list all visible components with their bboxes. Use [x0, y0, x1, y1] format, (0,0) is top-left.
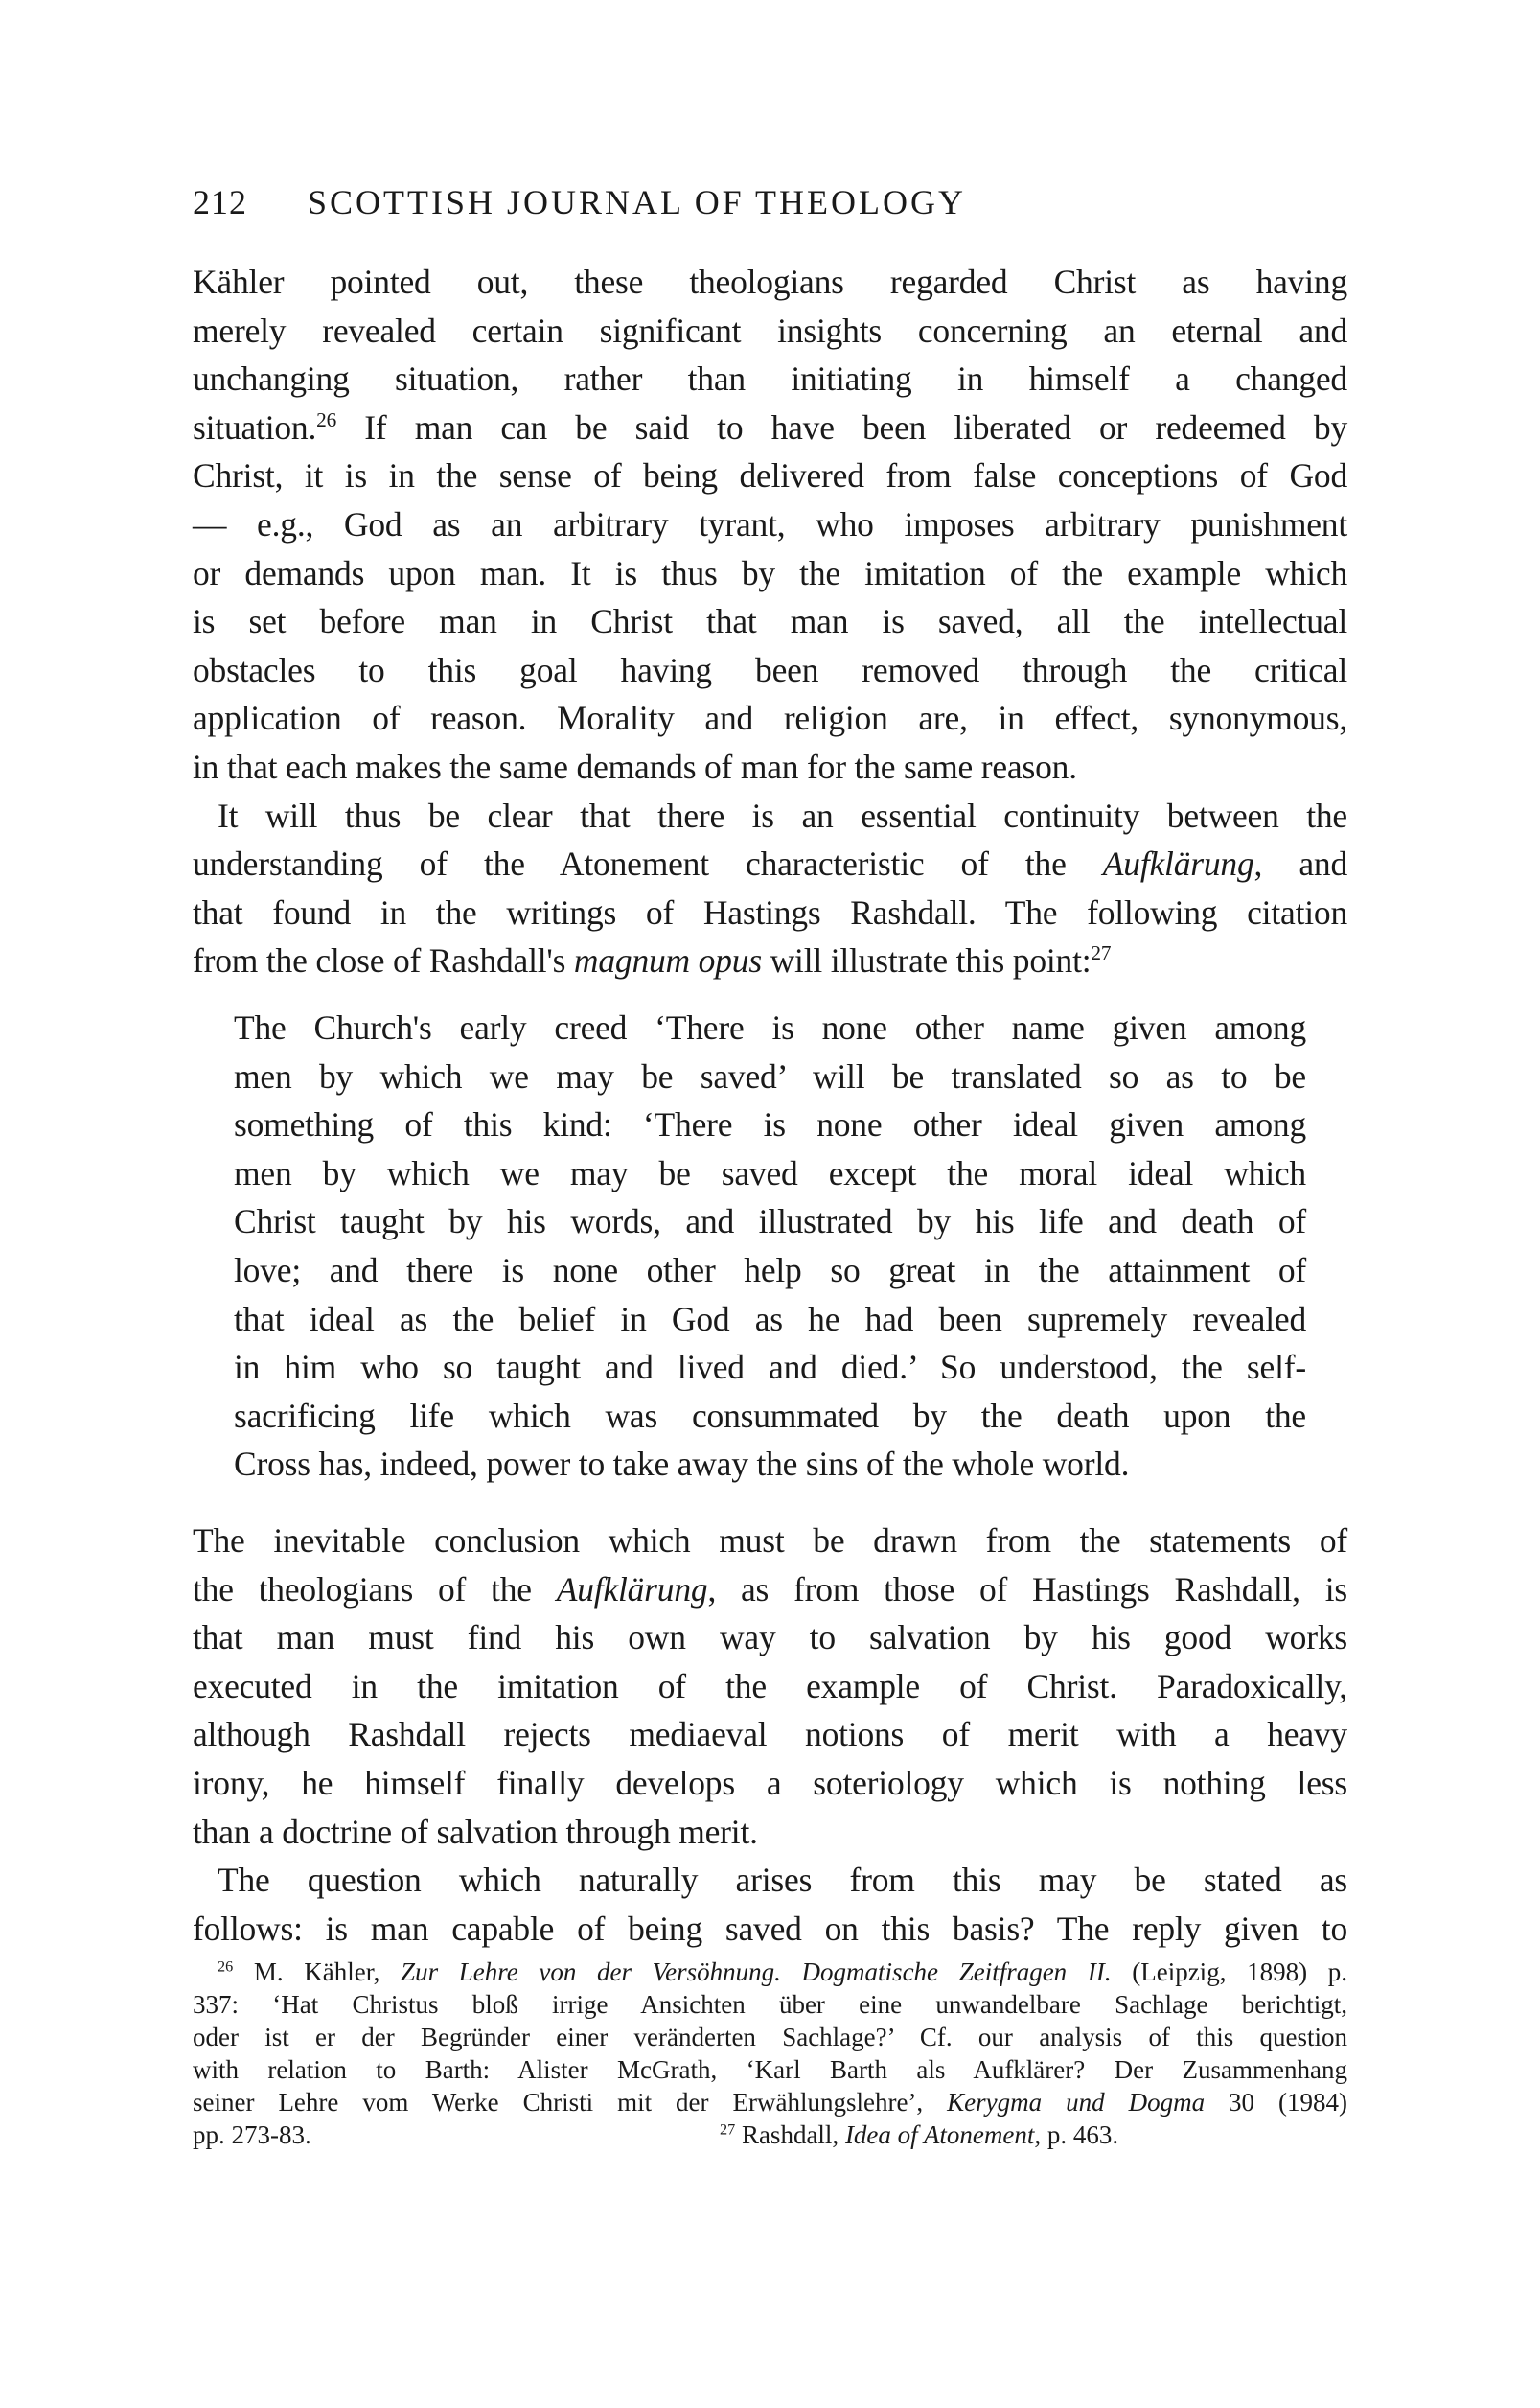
footnote-27	[720, 2119, 1118, 2151]
text-line	[234, 1440, 1306, 1489]
text-run: pp. 273-83.	[193, 2120, 311, 2149]
text-line	[193, 694, 1347, 743]
text-line	[193, 937, 1347, 985]
text-run: executed in the imitation of the example of Christ. Paradoxically,	[193, 1666, 1347, 1705]
text-run: If man can be said to have been liberated or redeemed by	[336, 407, 1347, 447]
text-run: The question which naturally arises from this may be stated as	[218, 1861, 1347, 1900]
text-run: merely revealed certain significant insights concerning an eternal and	[193, 311, 1347, 350]
text-run: in that each makes the same demands of man for the same reason.	[193, 747, 1077, 786]
journal-title: SCOTTISH JOURNAL OF THEOLOGY	[308, 183, 967, 221]
text-run: The Church's early creed ‘There is none other name given among	[234, 1008, 1306, 1047]
text-line	[193, 792, 1347, 841]
text-line	[234, 1246, 1306, 1295]
text-run: obstacles to this goal having been removed through the critical	[193, 650, 1347, 689]
text-line	[193, 646, 1347, 695]
text-run: is set before man in Christ that man is saved, all the intellectual	[193, 602, 1347, 641]
text-run: Christ taught by his words, and illustrated by his life and death of	[234, 1202, 1306, 1241]
text-run: oder ist er der Begründer einer veränderten Sachlage?’ Cf. our analysis of this question	[193, 2023, 1347, 2051]
text-line	[234, 1053, 1306, 1101]
text-line	[193, 549, 1347, 598]
text-run: than a doctrine of salvation through merit.	[193, 1812, 758, 1851]
italic-text: Idea of Atonement	[844, 2120, 1035, 2149]
text-line	[234, 1149, 1306, 1198]
text-run: love; and there is none other help so great in the attainment of	[234, 1250, 1306, 1289]
italic-text: magnum opus	[573, 941, 762, 981]
text-run: — e.g., God as an arbitrary tyrant, who imposes arbitrary punishment	[193, 504, 1347, 544]
text-line	[193, 2053, 1347, 2086]
text-run: , as from those of Hastings Rashdall, is	[707, 1569, 1347, 1609]
text-run: men by which we may be saved except the moral ideal which	[234, 1153, 1306, 1192]
footnote-ref: 27	[1091, 941, 1112, 965]
text-run: that man must find his own way to salvation by his good works	[193, 1618, 1347, 1657]
text-run: with relation to Barth: Alister McGrath, ‘Karl Barth als Aufklärer? Der Zusammenhang	[193, 2055, 1347, 2084]
text-run: follows: is man capable of being saved on this basis? The reply given to	[193, 1909, 1347, 1948]
italic-text: Zur Lehre von der Versöhnung. Dogmatische Zeitfragen II.	[401, 1957, 1112, 1986]
text-run: understanding of the Atonement characteristic of the	[193, 845, 1103, 884]
text-run: sacrificing life which was consummated by the death upon the	[234, 1396, 1306, 1435]
text-line	[193, 452, 1347, 500]
text-line	[193, 1662, 1347, 1711]
text-line	[234, 1343, 1306, 1392]
text-line	[193, 889, 1347, 938]
text-line	[234, 1392, 1306, 1441]
text-run: that ideal as the belief in God as he had been supremely revealed	[234, 1299, 1306, 1338]
text-line	[193, 500, 1347, 549]
text-line	[193, 1565, 1347, 1614]
text-run: situation.	[193, 407, 317, 447]
text-run: the theologians of the	[193, 1569, 557, 1609]
footnote-ref: 26	[218, 1957, 234, 1976]
text-run: (Leipzig, 1898) p.	[1111, 1957, 1347, 1986]
text-run: seiner Lehre vom Werke Christi mit der Erwählungslehre’,	[193, 2088, 948, 2117]
italic-text: Aufklärung	[556, 1569, 708, 1609]
text-run: from the close of Rashdall's	[193, 941, 574, 981]
text-run: although Rashdall rejects mediaeval notions of merit with a heavy	[193, 1715, 1347, 1754]
text-line	[193, 743, 1347, 792]
text-line	[193, 1613, 1347, 1662]
text-run: in him who so taught and lived and died.’ So understood, the self-	[234, 1348, 1306, 1387]
text-line	[193, 2021, 1347, 2053]
text-run: The inevitable conclusion which must be drawn from the statements of	[193, 1521, 1347, 1560]
text-line	[234, 1197, 1306, 1246]
text-line	[193, 1956, 1347, 1988]
text-run: application of reason. Morality and religion are, in effect, synonymous,	[193, 699, 1347, 738]
italic-text: Kerygma und Dogma	[947, 2088, 1206, 2117]
text-line	[193, 2086, 1347, 2119]
text-run: 30 (1984)	[1205, 2088, 1348, 2117]
text-run: men by which we may be saved’ will be translated so as to be	[234, 1056, 1306, 1096]
text-line	[193, 355, 1347, 404]
text-run: M. Kähler,	[233, 1957, 402, 1986]
text-line	[193, 1808, 1347, 1857]
text-run: or demands upon man. It is thus by the imitation of the example which	[193, 553, 1347, 592]
body-text-top	[193, 258, 1347, 985]
text-line	[193, 1905, 1347, 1954]
text-line	[193, 1710, 1347, 1759]
text-line	[193, 404, 1347, 452]
text-line	[234, 1295, 1306, 1344]
text-run: Christ, it is in the sense of being delivered from false conceptions of God	[193, 456, 1347, 496]
footnote-ref: 26	[316, 408, 337, 432]
text-run: will illustrate this point:	[761, 941, 1092, 981]
text-line	[193, 2119, 1347, 2151]
text-run: , p. 463.	[1034, 2120, 1119, 2149]
footnote-ref: 27	[720, 2120, 736, 2139]
text-run: unchanging situation, rather than initiating in himself a changed	[193, 359, 1347, 399]
text-line	[193, 597, 1347, 646]
text-run: Cross has, indeed, power to take away the sins of the whole world.	[234, 1445, 1130, 1484]
text-line	[234, 1004, 1306, 1053]
text-run: 337: ‘Hat Christus bloß irrige Ansichten über eine unwandelbare Sachlage berichtigt,	[193, 1990, 1347, 2019]
running-header	[193, 182, 1347, 230]
text-run: irony, he himself finally develops a soteriology which is nothing less	[193, 1763, 1347, 1802]
text-line	[193, 1856, 1347, 1905]
text-run: that found in the writings of Hastings Rashdall. The following citation	[193, 892, 1347, 932]
text-line	[193, 1517, 1347, 1565]
text-line	[193, 258, 1347, 307]
page-number: 212	[193, 183, 247, 221]
body-text-bottom	[193, 1517, 1347, 1953]
text-run: something of this kind: ‘There is none other ideal given among	[234, 1105, 1306, 1145]
text-run: It will thus be clear that there is an essential continuity between the	[218, 796, 1347, 835]
text-run: Kähler pointed out, these theologians regarded Christ as having	[193, 263, 1347, 301]
italic-text: Aufklärung	[1102, 845, 1254, 884]
text-line	[234, 1100, 1306, 1149]
text-line	[193, 307, 1347, 356]
text-run: , and	[1253, 845, 1348, 884]
text-line	[193, 840, 1347, 889]
text-line	[193, 1759, 1347, 1808]
block-quote	[234, 1004, 1306, 1489]
footnotes	[193, 1956, 1347, 2151]
text-run: Rashdall,	[735, 2120, 845, 2149]
text-line	[193, 1988, 1347, 2021]
